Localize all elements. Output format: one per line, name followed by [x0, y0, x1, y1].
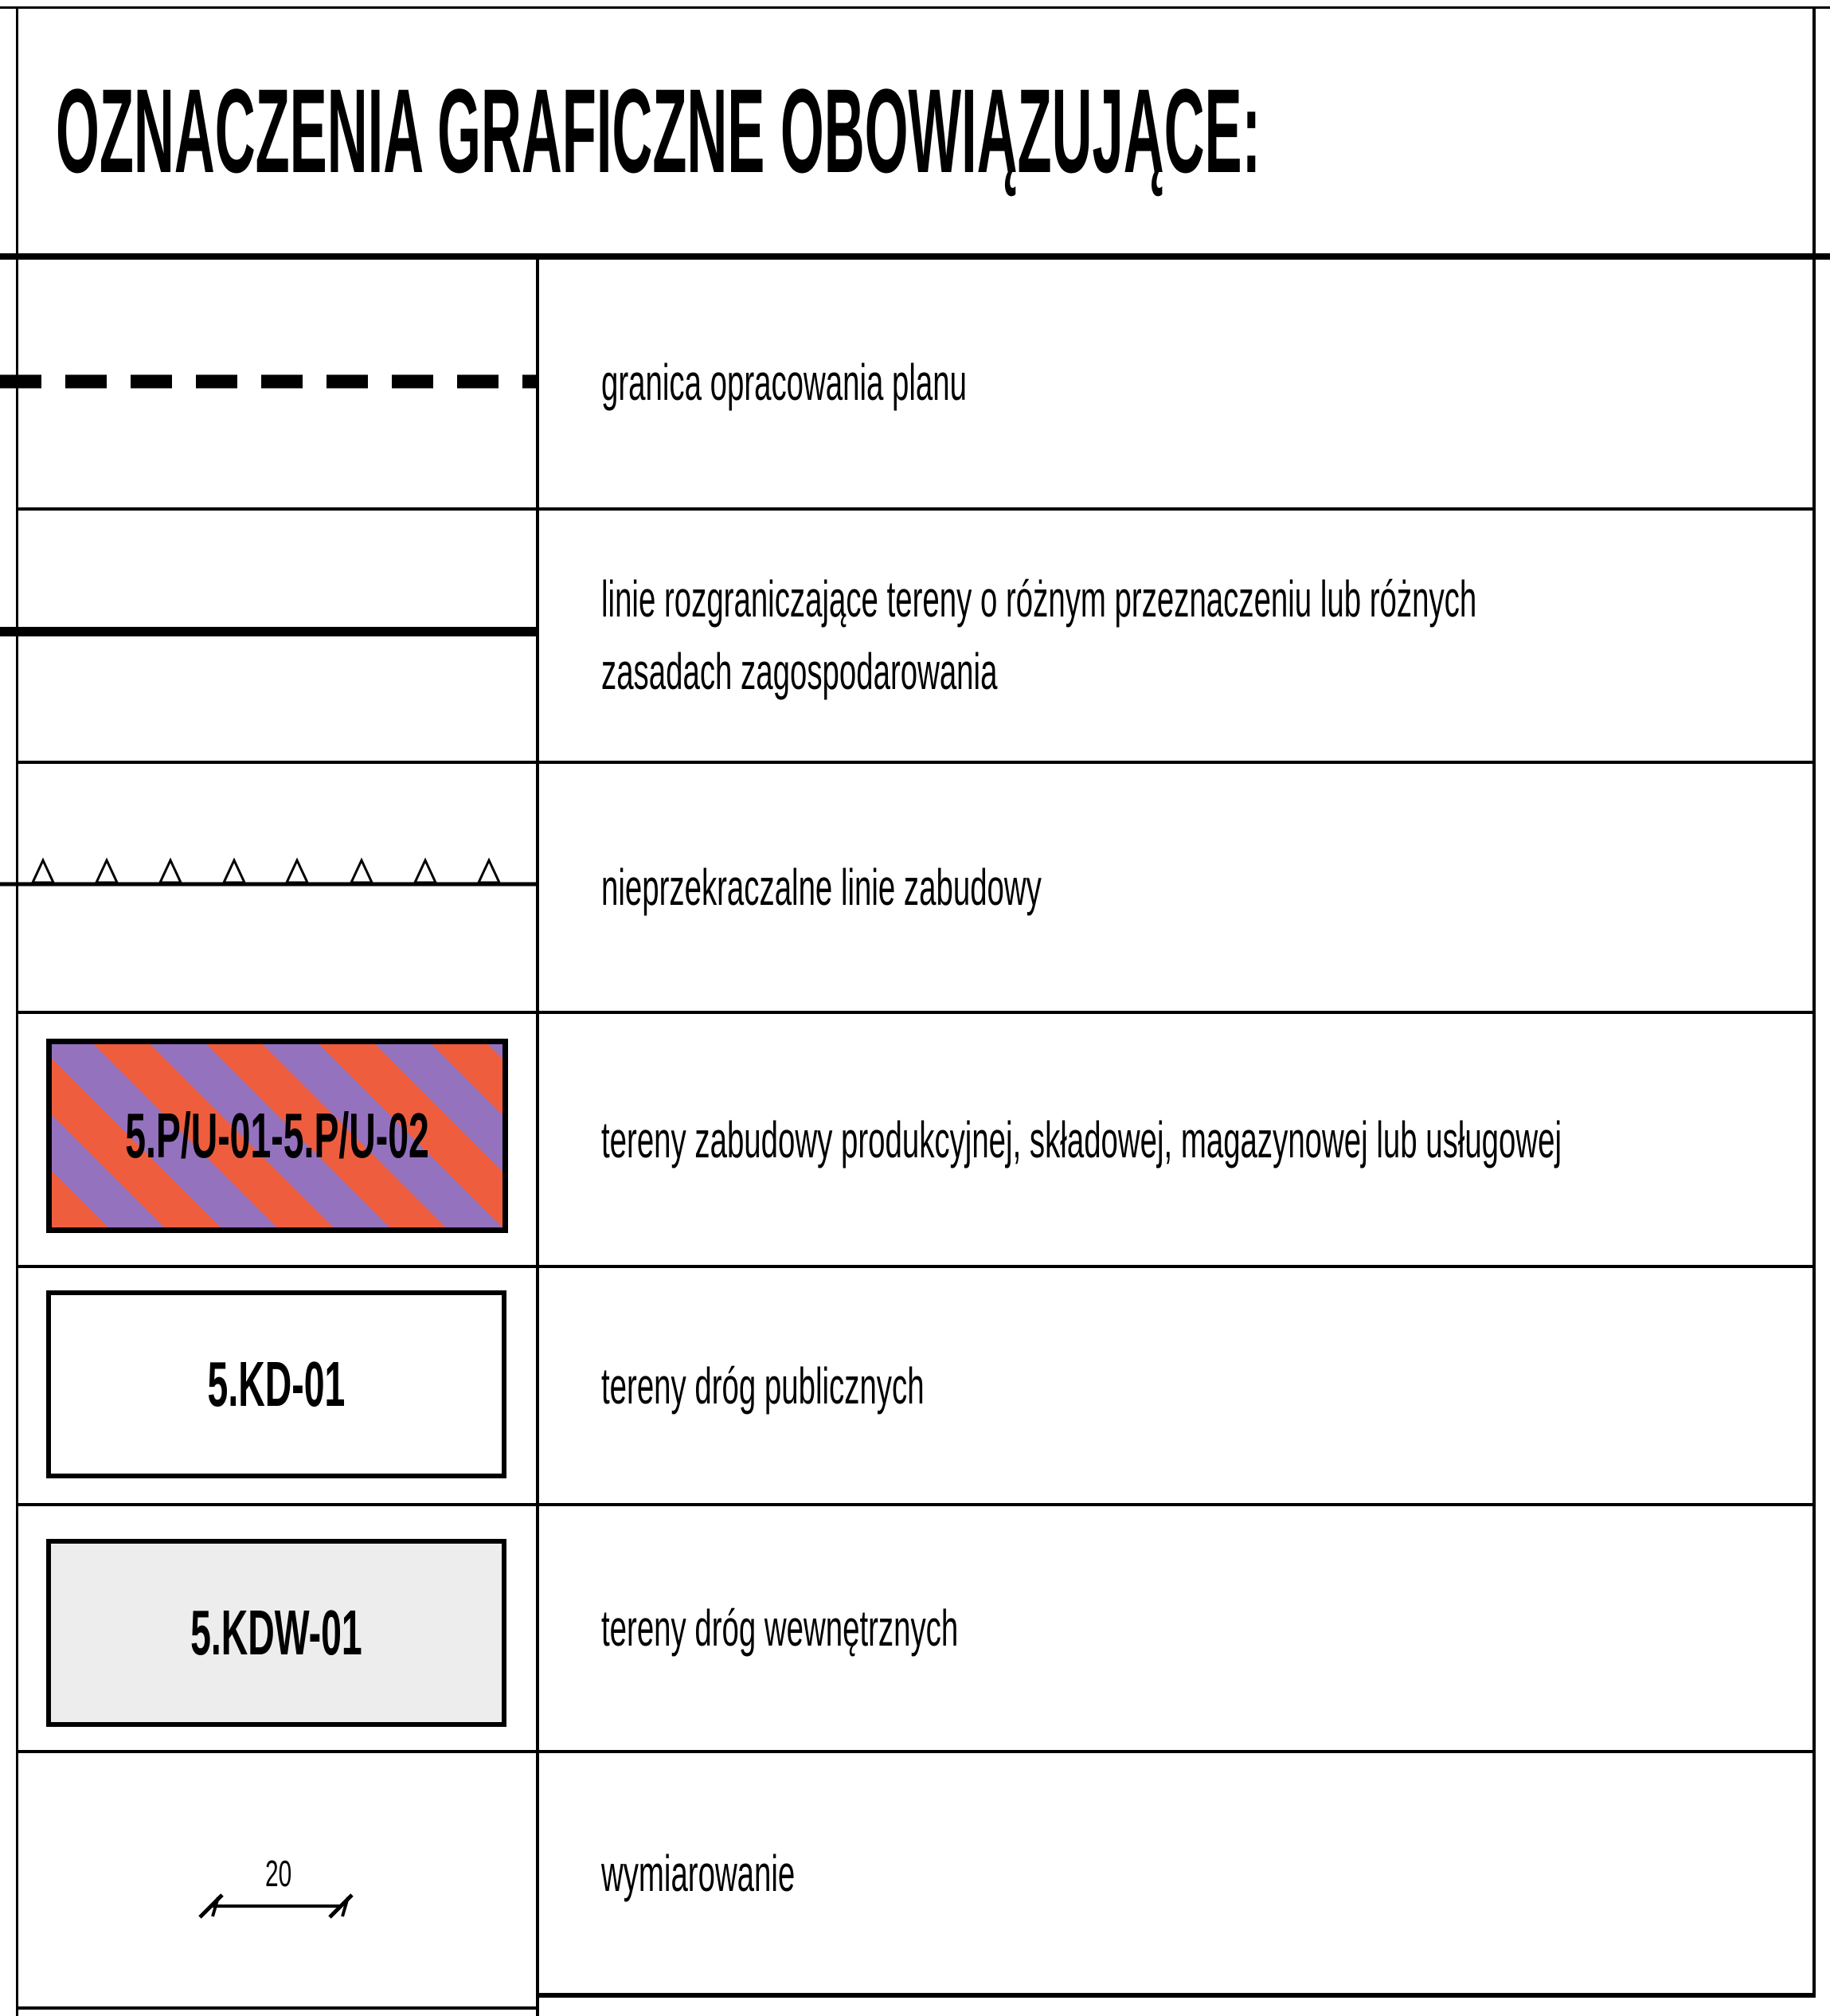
row-description — [601, 1506, 1196, 1750]
row-description-text: nieprzekraczalne linie zabudowy — [601, 859, 1042, 916]
building-limit-line-symbol — [0, 851, 538, 887]
legend-title: OZNACZENIA GRAFICZNE OBOWIĄZUJĄCE: — [56, 63, 1261, 198]
row-description-text: tereny zabudowy produkcyjnej, składowej, magazynowej lub usługowej — [601, 1110, 1562, 1168]
delimiting-line-symbol — [0, 627, 538, 636]
row-description — [601, 1753, 924, 1993]
dimension-symbol — [183, 1852, 374, 1947]
row-description-text: linie rozgraniczające tereny o różnym przeznaczeniu lub różnych — [601, 570, 1477, 628]
row-description — [601, 1268, 1140, 1503]
row-description-text: granica opracowania planu — [601, 353, 967, 411]
dimension-line — [183, 1872, 374, 1944]
production-area-swatch — [46, 1039, 508, 1233]
row-description — [601, 764, 1335, 1011]
plan-boundary-dashed-line-symbol — [0, 368, 538, 395]
table-right-border — [1812, 6, 1816, 1995]
bottom-right-separator — [538, 1993, 1816, 1998]
row-description-text: tereny dróg wewnętrznych — [601, 1599, 959, 1657]
public-road-area-swatch — [46, 1290, 506, 1478]
row-description-text: zasadach zagospodarowania — [601, 643, 998, 700]
dimension-value: 20 — [265, 1853, 292, 1894]
row-description — [601, 1014, 1830, 1265]
legend-title-wrap — [56, 6, 1830, 255]
row-description-text: tereny dróg publicznych — [601, 1356, 925, 1415]
row-description — [601, 256, 1210, 507]
area-label: 5.KDW-01 — [190, 1597, 362, 1668]
row-description-text: wymiarowanie — [601, 1844, 796, 1902]
area-label: 5.P/U-01-5.P/U-02 — [125, 1100, 429, 1171]
bottom-left-separator — [16, 2006, 538, 2010]
row-description — [601, 511, 1830, 761]
internal-road-area-swatch — [46, 1539, 506, 1727]
area-label: 5.KD-01 — [207, 1349, 346, 1419]
